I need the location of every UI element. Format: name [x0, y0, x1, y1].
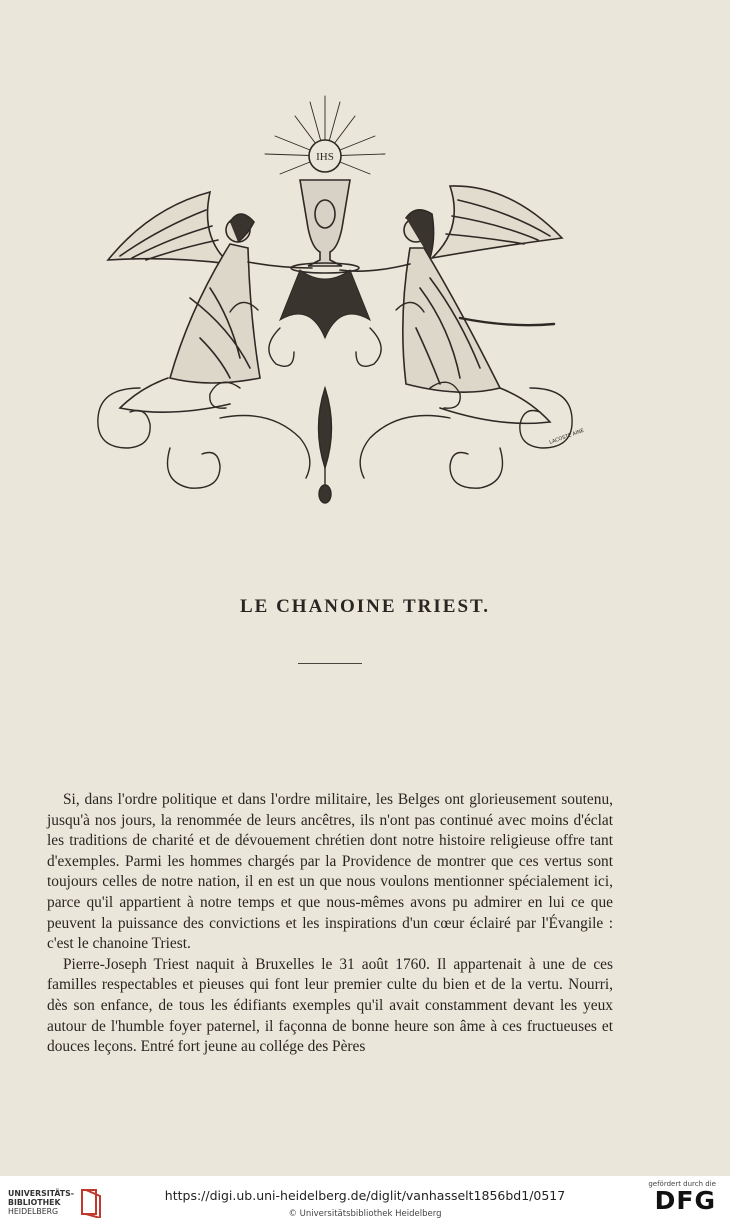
permalink-url[interactable]: https://digi.ub.uni-heidelberg.de/diglit/vanhasselt1856bd1/0517	[164, 1188, 566, 1203]
angels-chalice-vignette	[80, 88, 590, 508]
right-angel	[340, 186, 562, 423]
body-text	[47, 790, 613, 1058]
paragraph: Pierre-Joseph Triest naquit à Bruxelles le 31 août 1760. Il appartenait à une de ces familles respectables et pieuses qui font leur premier culte du bien et de la vertu. Nourri, dès son enfance, de tous les édifiants exemples qu'il avait constamment devant les yeux autour de l'humble foyer paternel, il façonna de bonne heure son âme à ces fructueuses et douces leçons. Entré fort jeune au collége des Pères	[47, 955, 613, 1056]
library-name-line: UNIVERSITÄTS-	[8, 1188, 74, 1198]
engraver-signature: LACOSTE AINE	[548, 427, 585, 446]
library-name-line: BIBLIOTHEK	[8, 1197, 61, 1207]
funder-logo-text: DFG	[654, 1186, 716, 1215]
paragraph: Si, dans l'ordre politique et dans l'ordre militaire, les Belges ont glorieusement soutenu, jusqu'à nos jours, la renommée de leurs ancêtres, ils n'ont pas continué avec moins d'éclat les traditions de charité et de dévouement chrétien dont notre histoire religieuse offre tant d'exemples. Parmi les hommes chargés par la Providence de montrer que ces vertus sont toujours celles de notre nation, il en est un que nous voulons mentionner spécialement ici, parce qu'il appartient à notre temps et que nous-mêmes avons pu admirer en lui ce que peuvent la puissance des convictions et les inspirations d'un cœur éclairé par l'Évangile : c'est le chanoine Triest.	[47, 791, 613, 953]
title-rule	[298, 663, 362, 664]
host-monogram: IHS	[316, 151, 334, 163]
altar-cloth	[280, 270, 370, 338]
digitization-footer	[0, 1176, 730, 1228]
chalice	[300, 180, 350, 266]
copyright-notice: © Universitätsbibliothek Heidelberg	[288, 1209, 442, 1219]
library-name-line: HEIDELBERG	[8, 1206, 59, 1216]
dfg-logo[interactable]	[648, 1180, 716, 1215]
page-title: LE CHANOINE TRIEST.	[239, 596, 491, 617]
left-angel	[108, 192, 312, 412]
funder-label: gefördert durch die	[648, 1180, 716, 1188]
rinceaux-scrollwork	[98, 302, 572, 503]
